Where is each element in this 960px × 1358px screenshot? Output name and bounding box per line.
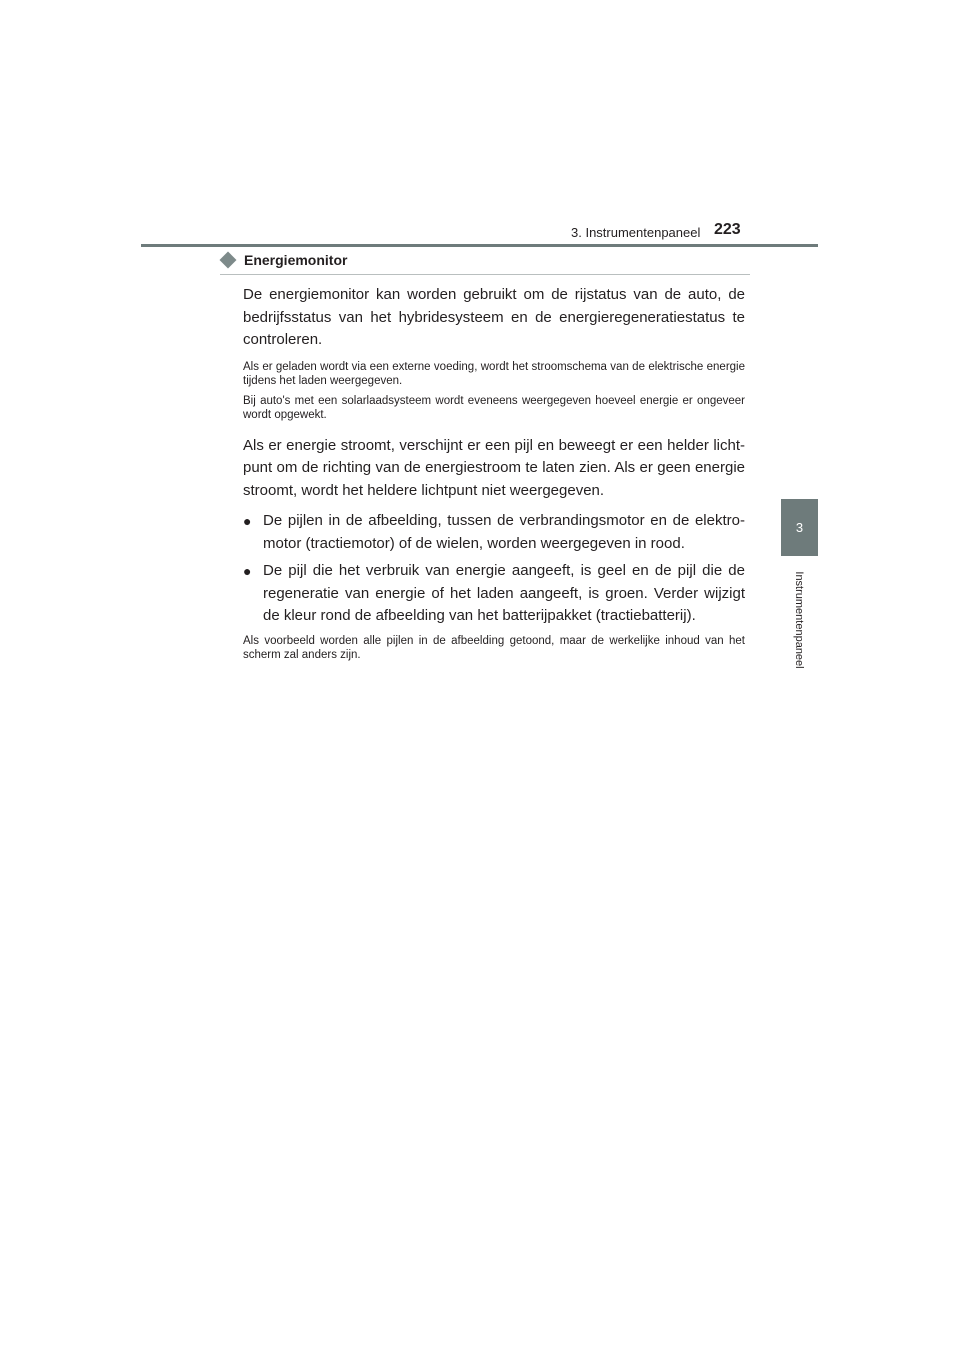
note-solar-charging: Bij auto's met een solarlaadsysteem wordt eveneens weergegeven hoeveel energie er ongeveer wordt opgewekt.	[243, 394, 745, 421]
section-body	[243, 284, 745, 668]
chapter-tab-label: Instrumentenpaneel	[793, 571, 805, 669]
section-heading	[220, 252, 750, 275]
page-number: 223	[714, 221, 741, 238]
bullet-item	[243, 560, 745, 628]
bullet-dot-icon: ●	[243, 563, 252, 579]
chapter-header: 3. Instrumentenpaneel	[571, 225, 701, 240]
chapter-tab: 3	[781, 499, 818, 556]
energy-flow-paragraph: Als er energie stroomt, verschijnt er een pijl en beweegt er een helder licht-punt om de richting van de energiestroom te laten zien. Als er geen energie stroomt, wordt het heldere lichtpunt niet weergegeven.	[243, 436, 745, 499]
bullet-item	[243, 510, 745, 555]
bullet-text: De pijlen in de afbeelding, tussen de verbrandingsmotor en de elektro-motor (tractiemotor) of de wielen, worden weergegeven in rood.	[263, 512, 745, 552]
diamond-icon	[220, 252, 237, 269]
bullet-text: De pijl die het verbruik van energie aangeeft, is geel en de pijl die de regeneratie van energie of het laden aangeeft, is groen. Verder wijzigt de kleur rond de afbeelding van het batterijpakket (tractiebatterij).	[263, 562, 745, 624]
note-external-charging: Als er geladen wordt via een externe voeding, wordt het stroomschema van de elektrische energie tijdens het laden weergegeven.	[243, 360, 745, 387]
final-note: Als voorbeeld worden alle pijlen in de afbeelding getoond, maar de werkelijke inhoud van het scherm zal anders zijn.	[243, 634, 745, 661]
header-divider	[141, 244, 818, 247]
intro-paragraph: De energiemonitor kan worden gebruikt om de rijstatus van de auto, de bedrijfsstatus van het hybridesysteem en de energieregeneratiestatus te controleren.	[243, 286, 745, 348]
bullet-dot-icon: ●	[243, 513, 252, 529]
section-title: Energiemonitor	[244, 252, 348, 268]
